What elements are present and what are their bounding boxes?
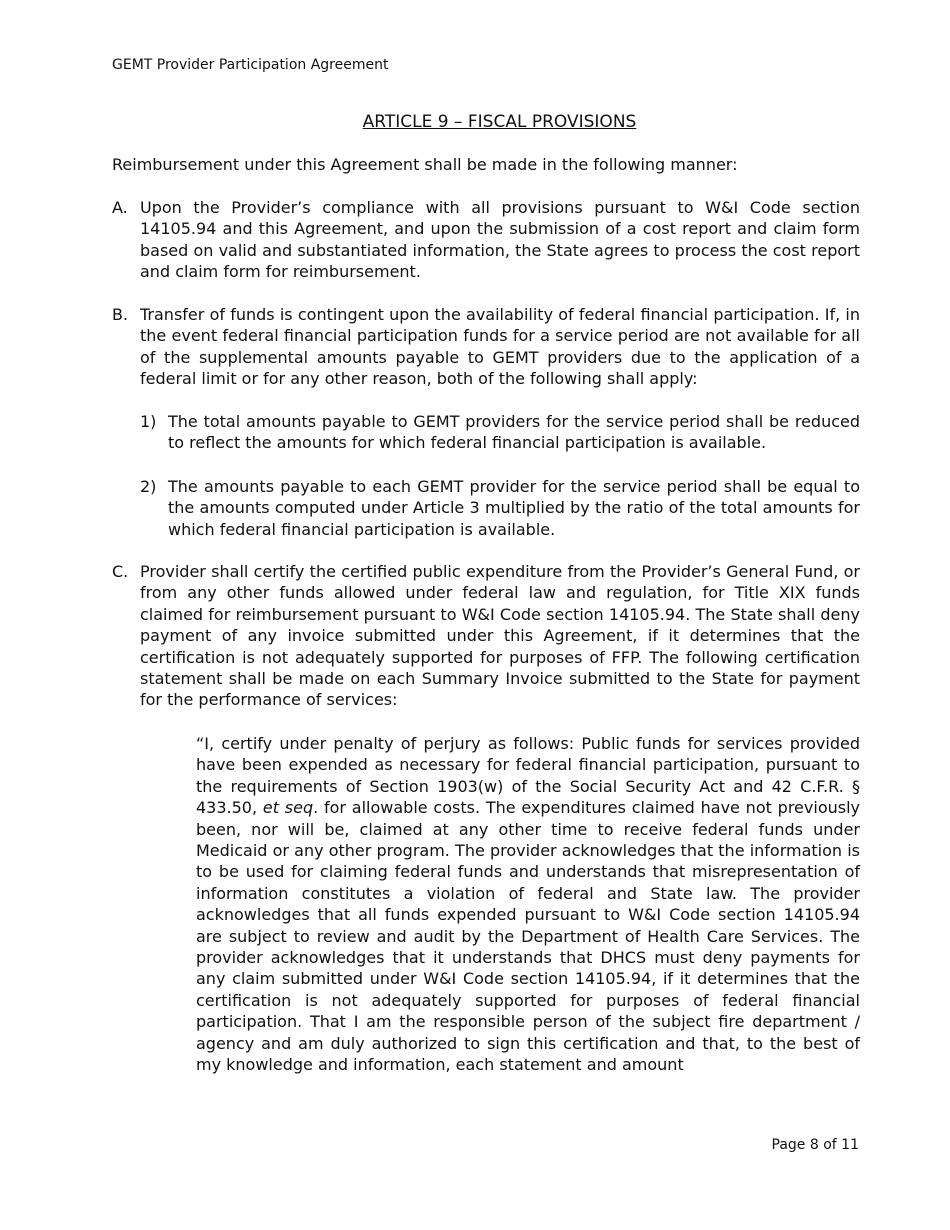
subitem-2-label: 2): [140, 477, 157, 496]
subitem-1-label: 1): [140, 412, 157, 431]
subitem-1-text: The total amounts payable to GEMT providers for the service period shall be reduced to reflect the amounts for which federal financial participation is available.: [168, 412, 860, 453]
certification-text-part2: . for allowable costs. The expenditures claimed have not previously been, nor will be, claimed at any other time to receive federal funds under Medicaid or any other program. The provider acknowledges that the information is to be used for claiming federal funds and understands that misrepresentation of information constitutes a violation of federal and State law. The provider acknowledges that all funds expended pursuant to W&I Code section 14105.94 are subject to review and audit by the Department of Health Care Services. The provider acknowledges that it understands that DHCS must deny payments for any claim submitted under W&I Code section 14105.94, if it determines that the certification is not adequately supported for purposes of federal financial participation. That I am the responsible person of the subject fire department / agency and am duly authorized to sign this certification and that, to the best of my knowledge and information, each statement and amount: [196, 798, 860, 1075]
provision-b-subitem-2: [140, 476, 860, 540]
provision-b-text: Transfer of funds is contingent upon the availability of federal financial participation. If, in the event federal financial participation funds for a service period are not available for all of the supplemental amounts payable to GEMT providers due to the application of a federal limit or for any other reason, both of the following shall apply:: [140, 305, 860, 389]
provision-b: [112, 304, 860, 390]
provision-c-text: Provider shall certify the certified public expenditure from the Provider’s General Fund, or from any other funds allowed under federal law and regulation, for Title XIX funds claimed for reimbursement pursuant to W&I Code section 14105.94. The State shall deny payment of any invoice submitted under this Agreement, if it determines that the certification is not adequately supported for purposes of FFP. The following certification statement shall be made on each Summary Invoice submitted to the State for payment for the performance of services:: [140, 562, 860, 710]
provision-b-subitem-1: [140, 411, 860, 454]
provision-c-label: C.: [112, 562, 129, 581]
subitem-2-text: The amounts payable to each GEMT provider for the service period shall be equal to the amounts computed under Article 3 multiplied by the ratio of the total amounts for which federal financial participation is available.: [168, 477, 860, 539]
provision-a: [112, 197, 860, 283]
page-number: Page 8 of 11: [771, 1137, 859, 1153]
provision-c: [112, 561, 860, 711]
certification-statement: [196, 733, 860, 1076]
certification-italic: et seq: [262, 798, 314, 818]
provision-a-text: Upon the Provider’s compliance with all provisions pursuant to W&I Code section 14105.94 and this Agreement, and upon the submission of a cost report and claim form based on valid and substantiated information, the State agrees to process the cost report and claim form for reimbursement.: [140, 198, 860, 282]
running-header: GEMT Provider Participation Agreement: [112, 57, 389, 73]
intro-paragraph: Reimbursement under this Agreement shall be made in the following manner:: [112, 155, 738, 174]
article-title: ARTICLE 9 – FISCAL PROVISIONS: [362, 112, 637, 132]
provision-a-label: A.: [112, 198, 128, 217]
certification-text-part1: “I, certify under penalty of perjury as follows: Public funds for services provided have been expended as necessary for federal financial participation, pursuant to the requirements of Section 1903(w) of the Social Security Act and 42 C.F.R. § 433.50,: [196, 734, 860, 818]
provision-b-label: B.: [112, 305, 129, 324]
